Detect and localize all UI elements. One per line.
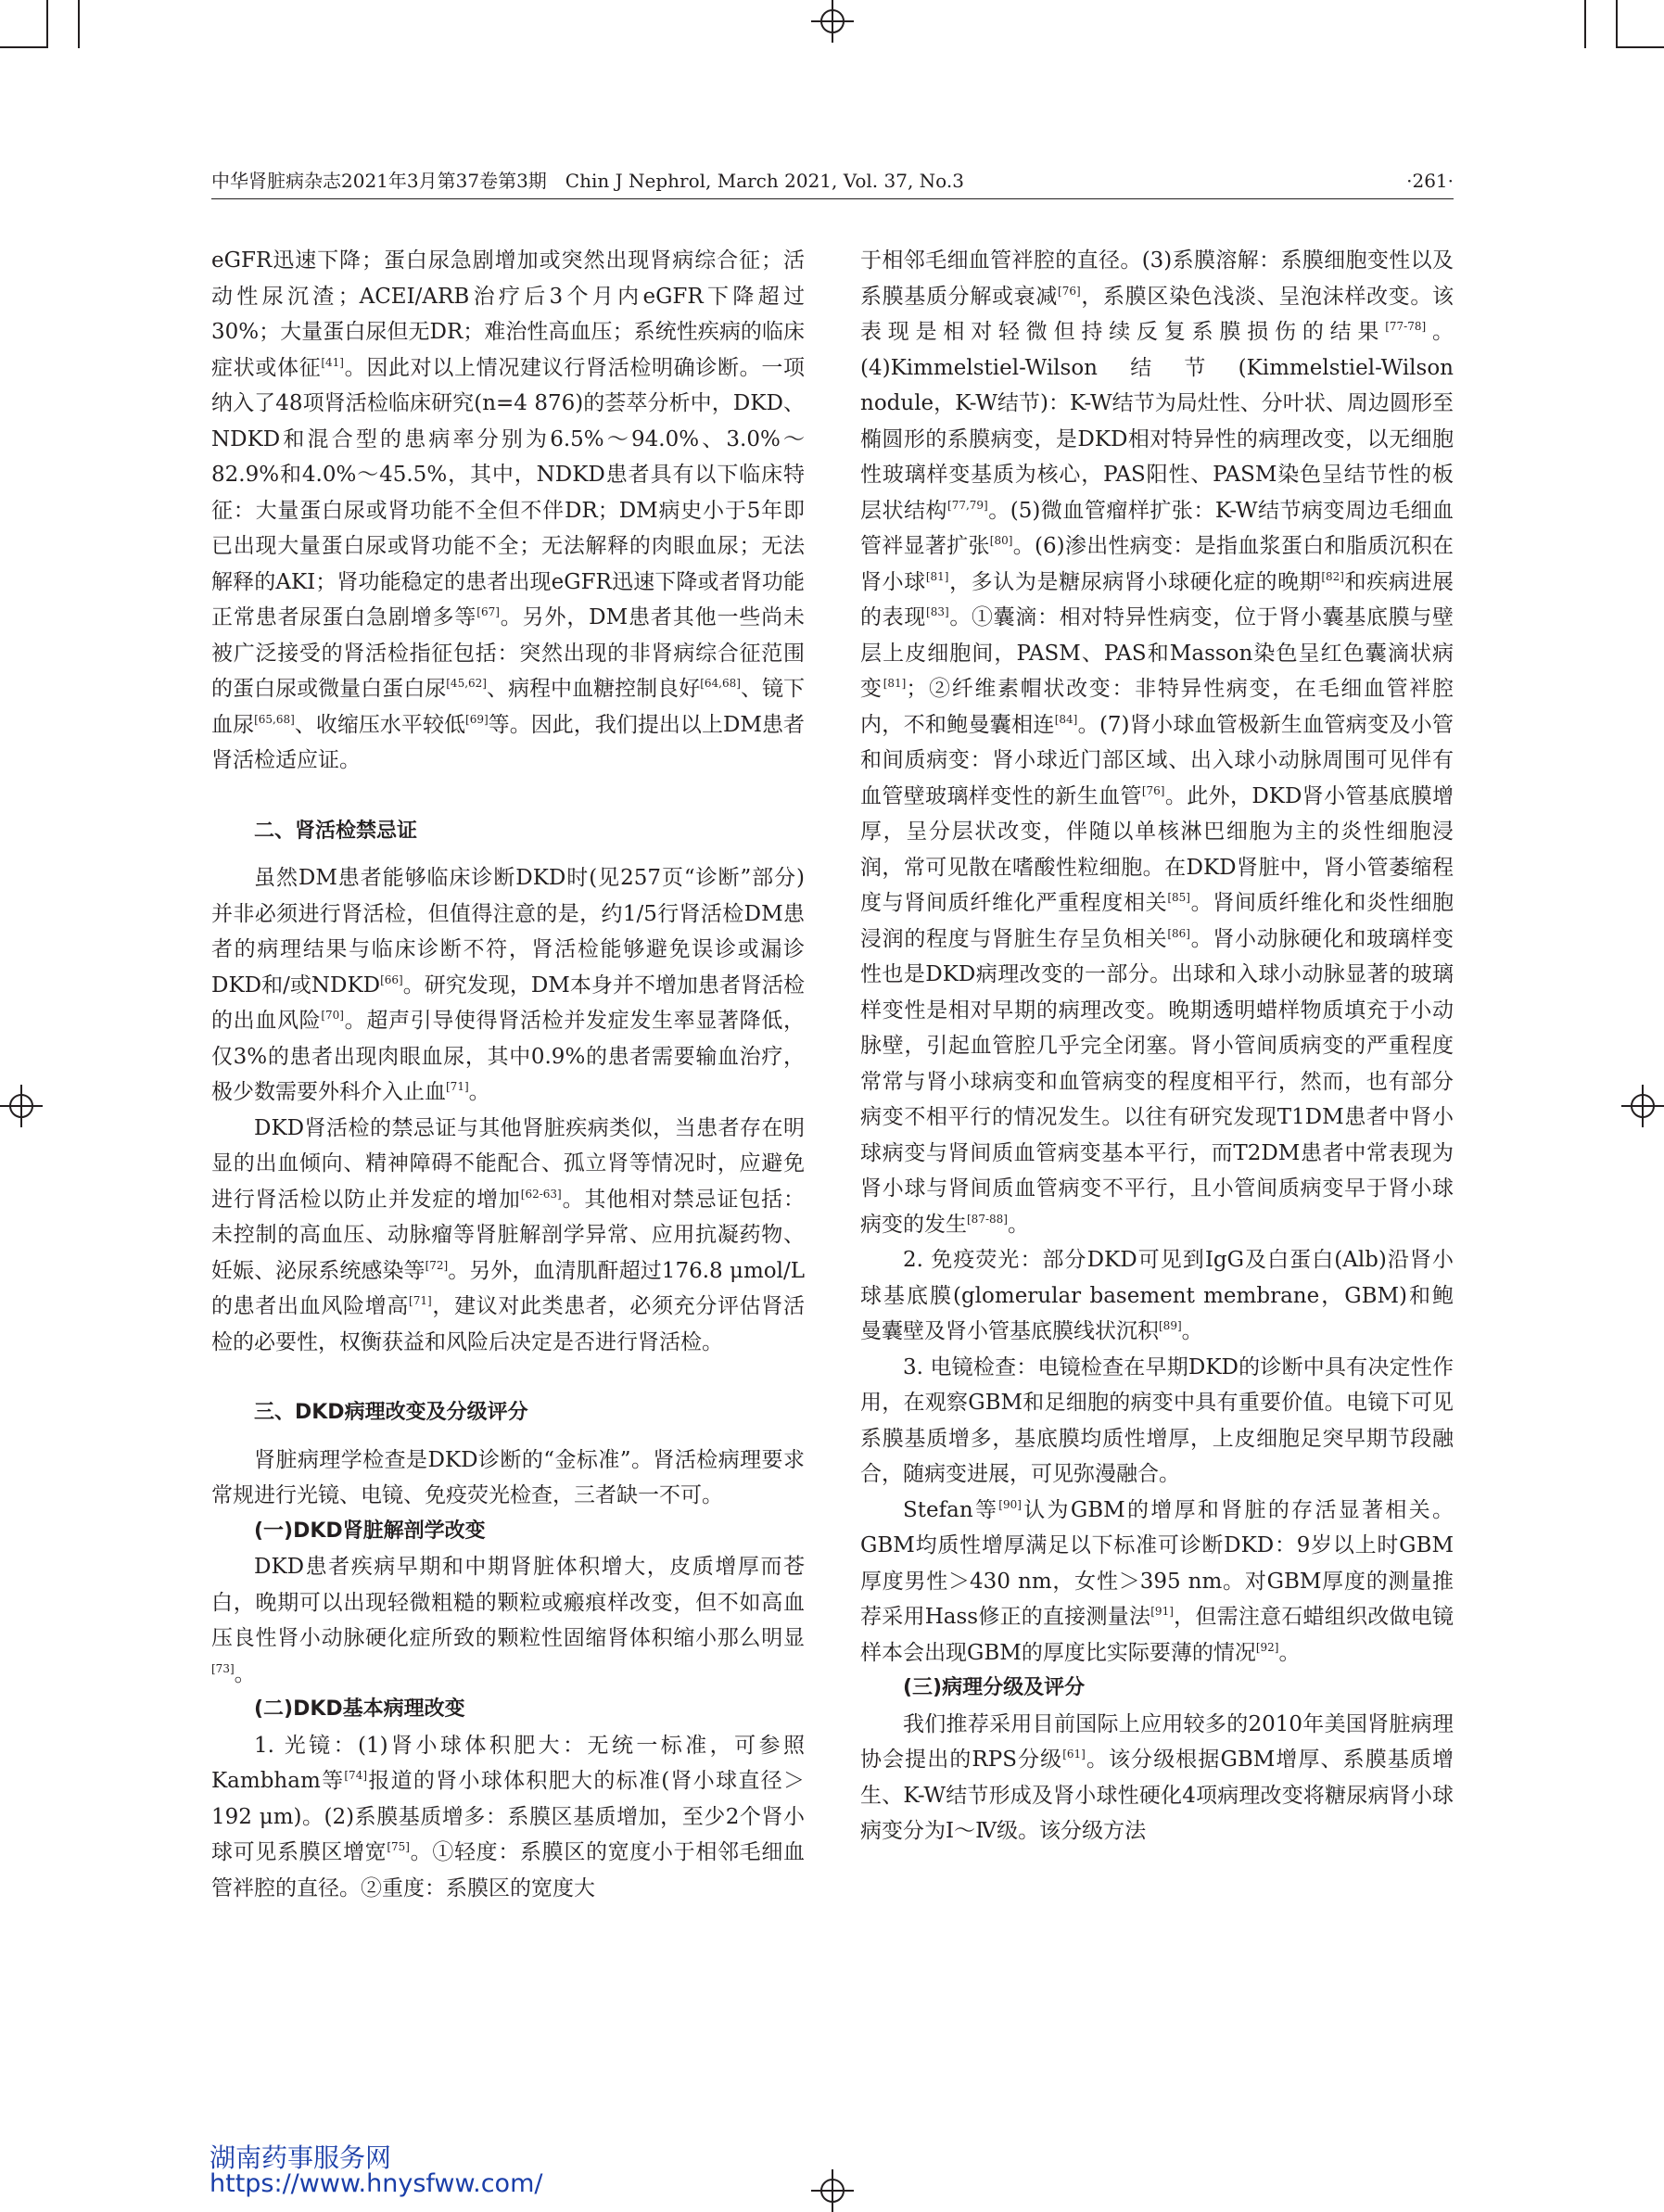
paragraph-text: 。	[1278, 1640, 1301, 1665]
crop-mark	[46, 0, 48, 48]
body-paragraph	[211, 243, 805, 779]
paragraph-text: 。(7)肾小球血管极新生血管病变及小管和间质病变：肾小球近门部区域、出入球小动脉周围可见伴有血管壁玻璃样变性的新生血管	[860, 712, 1454, 808]
registration-mark	[0, 1085, 43, 1127]
citation-ref: [81]	[883, 677, 907, 690]
crop-mark	[78, 0, 80, 48]
paragraph-text: 。(4)Kimmelstiel-Wilson结节(Kimmelstiel-Wilson nodule，K-W结节)：K-W结节为局灶性、分叶状、周边圆形至椭圆形的系膜病变，是DKD相对特异性的病理改变，以无细胞性玻璃样变基质为核心，PAS阳性、PASM染色呈结节性的板层状结构	[860, 320, 1454, 523]
paragraph-text: ，多认为是糖尿病肾小球硬化症的晚期	[948, 569, 1322, 594]
citation-ref: [66]	[380, 973, 403, 986]
paragraph-text: 。	[1007, 1212, 1029, 1237]
page-number: ·261·	[1406, 170, 1454, 192]
paragraph-text: 。此外，DKD肾小管基底膜增厚，呈分层状改变，伴随以单核淋巴细胞为主的炎性细胞浸润，常可见散在嗜酸性粒细胞。在DKD肾脏中，肾小管萎缩程度与肾间质纤维化严重程度相关	[860, 783, 1454, 915]
paragraph-text: 。(6)渗出性病变：是指血浆蛋白和脂质沉积在肾小球	[860, 534, 1454, 594]
citation-ref: [74]	[344, 1769, 368, 1782]
paragraph-text: DKD患者疾病早期和中期肾脏体积增大，皮质增厚而苍白，晚期可以出现轻微粗糙的颗粒或瘢痕样改变，但不如高血压良性肾小动脉硬化症所致的颗粒性固缩肾体积缩小那么明显	[211, 1555, 805, 1650]
paragraph-text: 。	[234, 1661, 256, 1686]
paragraph-text: 。超声引导使得肾活检并发症发生率显著降低，仅3%的患者出现肉眼血尿，其中0.9%的患者需要输血治疗，极少数需要外科介入止血	[211, 1009, 806, 1104]
citation-ref: [81]	[925, 569, 949, 583]
citation-ref: [76]	[1058, 284, 1081, 298]
citation-ref: [91]	[1150, 1605, 1174, 1618]
citation-ref: [45,62]	[446, 677, 487, 690]
paragraph-text: 我们推荐采用目前国际上应用较多的2010年美国肾脏病理协会提出的RPS分级	[860, 1711, 1454, 1772]
crop-mark	[1584, 0, 1586, 48]
registration-mark	[811, 2169, 854, 2212]
citation-ref: [77,79]	[947, 498, 988, 512]
citation-ref: [82]	[1321, 569, 1344, 583]
citation-ref: [84]	[1054, 712, 1078, 726]
paragraph-text: 。①囊滴：相对特异性病变，位于肾小囊基底膜与壁层上皮细胞间，PASM、PAS和Masson染色呈红色囊滴状病变	[860, 605, 1454, 701]
crop-mark	[1616, 46, 1664, 48]
paragraph-text: 2. 免疫荧光：部分DKD可见到IgG及白蛋白(Alb)沿肾小球基底膜(glomerular basement membrane，GBM)和鲍曼囊壁及肾小管基底膜线状沉积	[860, 1248, 1454, 1343]
paragraph-text: Stefan等	[903, 1497, 999, 1522]
citation-ref: [76]	[1141, 783, 1165, 797]
header-rule	[211, 198, 1454, 199]
citation-ref: [86]	[1167, 926, 1190, 940]
paragraph-text: eGFR迅速下降；蛋白尿急剧增加或突然出现肾病综合征；活动性尿沉渣；ACEI/ARB治疗后3个月内eGFR下降超过30%；大量蛋白尿但无DR；难治性高血压；系统性疾病的临床症状或体征	[211, 248, 805, 380]
paragraph-text: 虽然DM患者能够临床诊断DKD时(见257页“诊断”部分)并非必须进行肾活检，但值得注意的是，约1/5行肾活检DM患者的病理结果与临床诊断不符，肾活检能够避免误诊或漏诊DKD和/或NDKD	[211, 866, 805, 998]
right-column	[860, 243, 1454, 1850]
paragraph-text: ，但需注意石蜡组织改做电镜样本会出现GBM的厚度比实际要薄的情况	[860, 1605, 1454, 1665]
body-paragraph	[211, 1443, 805, 1514]
citation-ref: [90]	[998, 1497, 1022, 1511]
crop-mark	[1616, 0, 1618, 48]
paragraph-text: 。该分级根据GBM增厚、系膜基质增生、K-W结节形成及肾小球性硬化4项病理改变将糖尿病肾小球病变分为Ⅰ～Ⅳ级。该分级方法	[860, 1748, 1454, 1843]
paragraph-text: ，建议对此类患者，必须充分评估肾活检的必要性，权衡获益和风险后决定是否进行肾活检。	[211, 1294, 806, 1354]
body-paragraph	[860, 1493, 1454, 1672]
citation-ref: [64,68]	[700, 677, 741, 690]
paragraph-text: 。肾小动脉硬化和玻璃样变性也是DKD病理改变的一部分。出球和入球小动脉显著的玻璃样变性是相对早期的病理改变。晚期透明蜡样物质填充于小动脉壁，引起血管腔几乎完全闭塞。肾小管间质病变的严重程度常常与肾小球病变和血管病变的程度相平行，然而，也有部分病变不相平行的情况发生。以往有研究发现T1DM患者中肾小球病变与肾间质血管病变基本平行，而T2DM患者中常表现为肾小球与肾间质血管病变不平行，且小管间质病变早于肾小球病变的发生	[860, 926, 1454, 1237]
section-heading: 三、DKD病理改变及分级评分	[254, 1401, 528, 1424]
body-paragraph	[860, 243, 1454, 1242]
body-paragraph	[860, 1350, 1454, 1493]
paragraph-text: 。其他相对禁忌证包括：未控制的高血压、动脉瘤等肾脏解剖学异常、应用抗凝药物、妊娠、泌尿系统感染等	[211, 1187, 806, 1283]
paragraph-text: 和疾病进展的表现	[860, 569, 1454, 629]
citation-ref: [71]	[446, 1080, 469, 1093]
paragraph-text: 。	[468, 1080, 490, 1104]
body-paragraph	[211, 860, 805, 1111]
registration-mark	[1621, 1085, 1664, 1127]
subsection-heading: (一)DKD肾脏解剖学改变	[254, 1519, 486, 1543]
paragraph-text: 肾脏病理学检查是DKD诊断的“金标准”。肾活检病理要求常规进行光镜、电镜、免疫荧光检查，三者缺一不可。	[211, 1447, 805, 1507]
body-paragraph	[211, 1111, 805, 1361]
paragraph-text: 报道的肾小球体积肥大的标准(肾小球直径＞192 μm)。(2)系膜基质增多：系膜区基质增加，至少2个肾小球可见系膜区增宽	[211, 1769, 805, 1864]
paragraph-text: 、病程中血糖控制良好	[486, 677, 701, 701]
left-column	[211, 243, 805, 1906]
paragraph-text: 。另外，DM患者其他一些尚未被广泛接受的肾活检指征包括：突然出现的非肾病综合征范围的蛋白尿或微量白蛋白尿	[211, 605, 806, 701]
crop-mark	[0, 46, 48, 48]
citation-ref: [71]	[409, 1294, 432, 1307]
citation-ref: [80]	[989, 534, 1013, 547]
journal-citation: 中华肾脏病杂志2021年3月第37卷第3期 Chin J Nephrol, March 2021, Vol. 37, No.3	[211, 170, 964, 192]
paragraph-text: 。另外，血清肌酐超过176.8 μmol/L的患者出血风险增高	[211, 1258, 806, 1318]
citation-ref: [75]	[387, 1840, 410, 1853]
body-paragraph	[860, 1242, 1454, 1350]
citation-ref: [65,68]	[254, 712, 295, 726]
citation-ref: [77-78]	[1385, 320, 1427, 333]
citation-ref: [92]	[1255, 1640, 1279, 1654]
citation-ref: [41]	[321, 355, 344, 369]
paragraph-text: 3. 电镜检查：电镜检查在早期DKD的诊断中具有决定性作用，在观察GBM和足细胞的病变中具有重要价值。电镜下可见系膜基质增多，基底膜均质性增厚，上皮细胞足突早期节段融合，随病变进展，可见弥漫融合。	[860, 1354, 1454, 1486]
section-heading: 二、肾活检禁忌证	[254, 819, 418, 843]
paragraph-text: 。因此对以上情况建议行肾活检明确诊断。一项纳入了48项肾活检临床研究(n=4 876)的荟萃分析中，DKD、NDKD和混合型的患病率分别为6.5%～94.0%、3.0%～82.9%和4.0%～45.5%，其中，NDKD患者具有以下临床特征：大量蛋白尿或肾功能不全但不伴DR；DM病史小于5年即已出现大量蛋白尿或肾功能不全；无法解释的肉眼血尿；无法解释的AKI；肾功能稳定的患者出现eGFR迅速下降或者肾功能正常患者尿蛋白急剧增多等	[211, 355, 806, 629]
subsection-heading: (二)DKD基本病理改变	[254, 1697, 465, 1721]
citation-ref: [62-63]	[520, 1187, 562, 1201]
citation-ref: [85]	[1167, 891, 1190, 904]
watermark-url: https://www.hnysfww.com/	[210, 2169, 543, 2198]
paragraph-text: 、收缩压水平较低	[294, 712, 466, 737]
body-paragraph	[860, 1707, 1454, 1850]
citation-ref: [70]	[321, 1009, 344, 1022]
body-paragraph	[211, 1728, 805, 1907]
paragraph-text: 。①轻度：系膜区的宽度小于相邻毛细血管袢腔的直径。②重度：系膜区的宽度大	[211, 1840, 806, 1901]
registration-mark	[811, 0, 854, 43]
paragraph-text: ；②纤维素帽状改变：非特异性病变，在毛细血管袢腔内，不和鲍曼囊相连	[860, 677, 1454, 737]
citation-ref: [73]	[211, 1661, 235, 1675]
subsection-heading: (三)病理分级及评分	[903, 1676, 1086, 1699]
paragraph-text: 。	[1181, 1319, 1203, 1343]
paragraph-text: DKD肾活检的禁忌证与其他肾脏疾病类似，当患者存在明显的出血倾向、精神障碍不能配合、孤立肾等情况时，应避免进行肾活检以防止并发症的增加	[211, 1115, 805, 1212]
paragraph-text: ，系膜区染色浅淡、呈泡沫样改变。该表现是相对轻微但持续反复系膜损伤的结果	[860, 284, 1454, 344]
running-header	[211, 165, 1454, 197]
paragraph-text: 。肾间质纤维化和炎性细胞浸润的程度与肾脏生存呈负相关	[860, 891, 1454, 951]
citation-ref: [61]	[1062, 1748, 1086, 1761]
paragraph-text: 于相邻毛细血管袢腔的直径。(3)系膜溶解：系膜细胞变性以及系膜基质分解或衰减	[860, 248, 1454, 309]
watermark-site-name: 湖南药事服务网	[210, 2142, 392, 2173]
citation-ref: [67]	[476, 605, 500, 618]
citation-ref: [69]	[465, 712, 489, 726]
citation-ref: [87-88]	[967, 1212, 1008, 1226]
paragraph-text: 。研究发现，DM本身并不增加患者肾活检的出血风险	[211, 973, 805, 1033]
citation-ref: [89]	[1159, 1319, 1182, 1332]
citation-ref: [83]	[926, 605, 949, 618]
paragraph-text: 认为GBM的增厚和肾脏的存活显著相关。GBM均质性增厚满足以下标准可诊断DKD：9岁以上时GBM厚度男性＞430 nm，女性＞395 nm。对GBM厚度的测量推荐采用Hass修正的直接测量法	[860, 1497, 1454, 1629]
paragraph-text: 1. 光镜：(1)肾小球体积肥大：无统一标准，可参照Kambham等	[211, 1733, 805, 1793]
body-paragraph	[211, 1549, 805, 1692]
paragraph-text: 等。因此，我们提出以上DM患者肾活检适应证。	[211, 712, 806, 772]
paragraph-text: 、镜下血尿	[211, 677, 806, 737]
paragraph-text: 。(5)微血管瘤样扩张：K-W结节病变周边毛细血管袢显著扩张	[860, 498, 1454, 558]
citation-ref: [72]	[425, 1258, 449, 1272]
